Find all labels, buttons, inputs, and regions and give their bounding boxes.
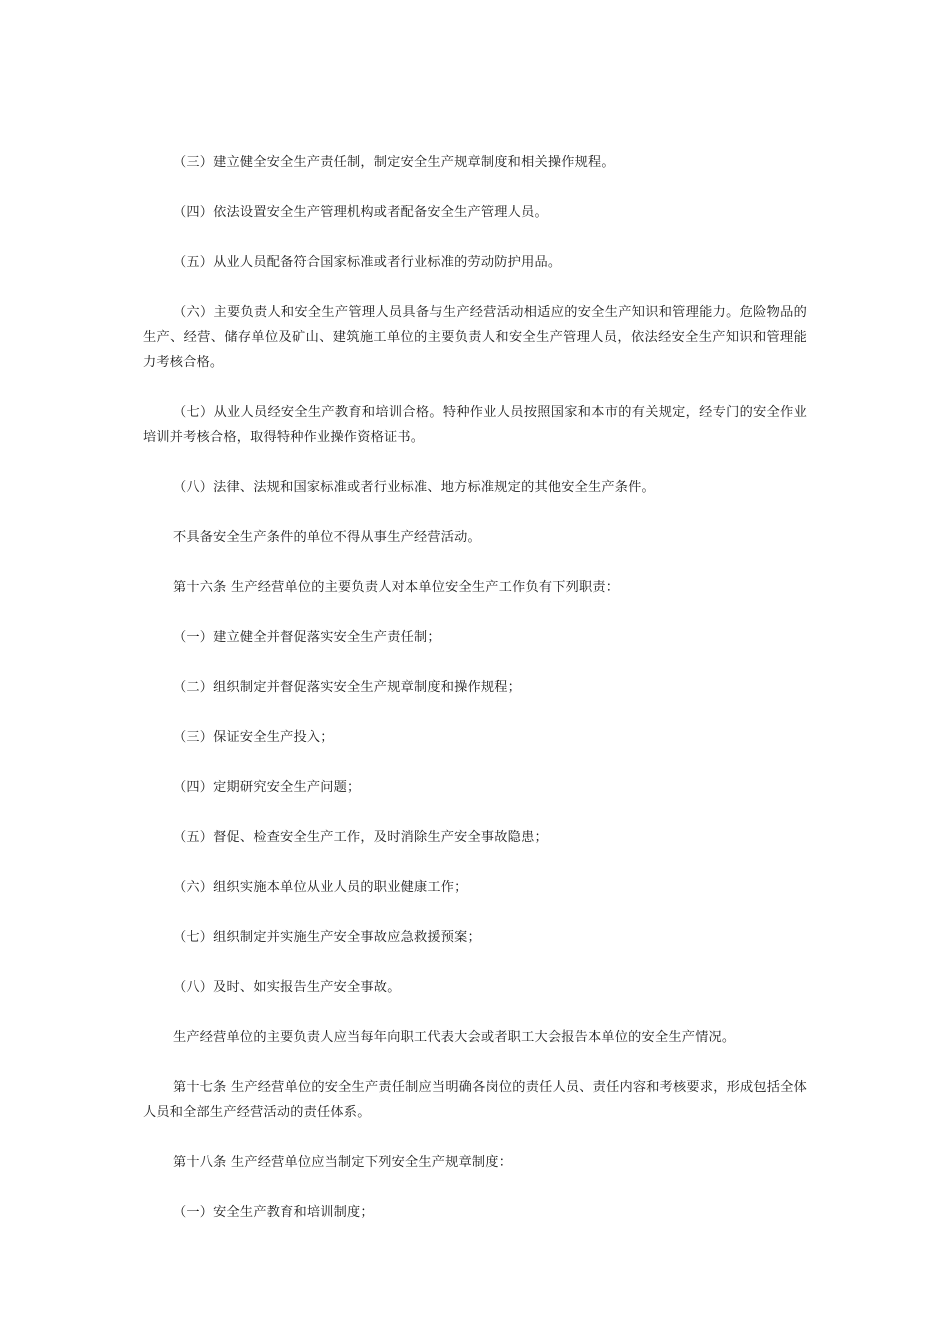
paragraph-item-5-protective-equipment: （五）从业人员配备符合国家标准或者行业标准的劳动防护用品。 [173, 255, 562, 270]
paragraph-article-18-item-1: （一）安全生产教育和培训制度； [173, 1205, 374, 1220]
paragraph-item-8-other-conditions: （八）法律、法规和国家标准或者行业标准、地方标准规定的其他安全生产条件。 [173, 480, 655, 495]
paragraph-no-safety-no-operation: 不具备安全生产条件的单位不得从事生产经营活动。 [173, 530, 481, 545]
paragraph-annual-report: 生产经营单位的主要负责人应当每年向职工代表大会或者职工大会报告本单位的安全生产情况。 [173, 1030, 736, 1045]
paragraph-article-16-item-8: （八）及时、如实报告生产安全事故。 [173, 980, 401, 995]
document-body [143, 150, 807, 1250]
paragraph-article-16-item-7: （七）组织制定并实施生产安全事故应急救援预案； [173, 930, 481, 945]
paragraph-article-16-item-5: （五）督促、检查安全生产工作，及时消除生产安全事故隐患； [173, 830, 548, 845]
paragraph-article-16-item-4: （四）定期研究安全生产问题； [173, 780, 361, 795]
paragraph-item-7-training-qualification: （七）从业人员经安全生产教育和培训合格。特种作业人员按照国家和本市的有关规定，经专门的安全作业培训并考核合格，取得特种作业操作资格证书。 [143, 405, 807, 445]
paragraph-item-6-responsible-persons-competence: （六）主要负责人和安全生产管理人员具备与生产经营活动相适应的安全生产知识和管理能力。危险物品的生产、经营、储存单位及矿山、建筑施工单位的主要负责人和安全生产管理人员，依法经安全生产知识和管理能力考核合格。 [143, 305, 807, 370]
paragraph-article-16-item-6: （六）组织实施本单位从业人员的职业健康工作； [173, 880, 468, 895]
paragraph-item-3-established-safety-system: （三）建立健全安全生产责任制，制定安全生产规章制度和相关操作规程。 [173, 155, 615, 170]
paragraph-article-16-item-2: （二）组织制定并督促落实安全生产规章制度和操作规程； [173, 680, 522, 695]
paragraph-article-16: 第十六条 生产经营单位的主要负责人对本单位安全生产工作负有下列职责： [173, 580, 620, 595]
paragraph-article-16-item-1: （一）建立健全并督促落实安全生产责任制； [173, 630, 441, 645]
paragraph-article-17: 第十七条 生产经营单位的安全生产责任制应当明确各岗位的责任人员、责任内容和考核要求，形成包括全体人员和全部生产经营活动的责任体系。 [143, 1080, 807, 1120]
paragraph-article-18: 第十八条 生产经营单位应当制定下列安全生产规章制度： [173, 1155, 513, 1170]
paragraph-article-16-item-3: （三）保证安全生产投入； [173, 730, 334, 745]
paragraph-item-4-safety-management-staff: （四）依法设置安全生产管理机构或者配备安全生产管理人员。 [173, 205, 548, 220]
